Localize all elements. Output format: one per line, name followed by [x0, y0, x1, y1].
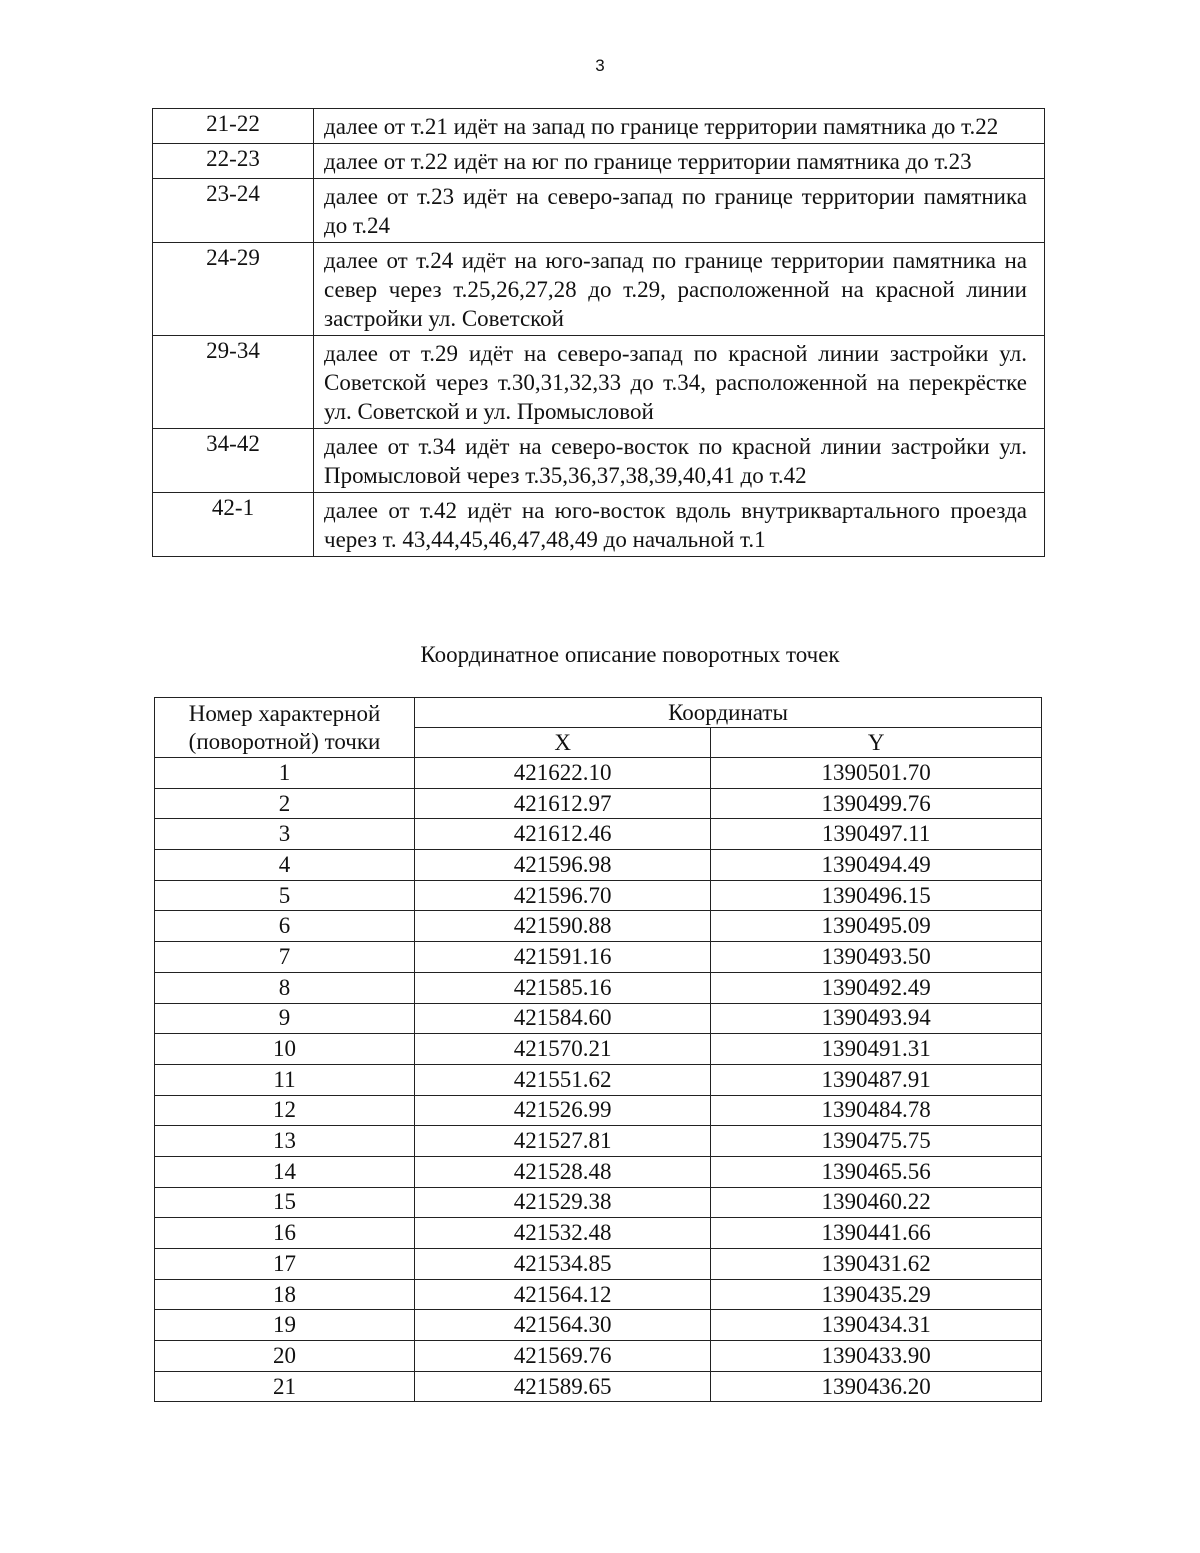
y-coordinate-cell: 1390434.31 — [711, 1310, 1042, 1341]
x-coordinate-cell: 421612.97 — [415, 788, 711, 819]
route-segment-id: 24-29 — [153, 243, 314, 336]
point-number-cell: 9 — [155, 1003, 415, 1034]
x-coordinate-cell: 421564.12 — [415, 1279, 711, 1310]
y-coordinate-cell: 1390491.31 — [711, 1034, 1042, 1065]
point-number-cell: 12 — [155, 1095, 415, 1126]
route-segment-row — [153, 429, 1045, 493]
point-number-cell: 10 — [155, 1034, 415, 1065]
header-row-1 — [155, 698, 1042, 728]
x-coordinate-cell: 421529.38 — [415, 1187, 711, 1218]
x-coordinate-cell: 421612.46 — [415, 819, 711, 850]
route-segments-table — [152, 108, 1045, 557]
y-coordinate-cell: 1390435.29 — [711, 1279, 1042, 1310]
y-coordinate-cell: 1390436.20 — [711, 1371, 1042, 1402]
point-number-cell: 6 — [155, 911, 415, 942]
y-coordinate-cell: 1390484.78 — [711, 1095, 1042, 1126]
x-coordinate-cell: 421564.30 — [415, 1310, 711, 1341]
point-number-cell: 4 — [155, 850, 415, 881]
route-segment-description: далее от т.21 идёт на запад по границе территории памятника до т.22 — [314, 109, 1045, 144]
x-coordinate-cell: 421528.48 — [415, 1156, 711, 1187]
coord-table-caption: Координатное описание поворотных точек — [420, 642, 840, 667]
coordinate-row — [155, 1034, 1042, 1065]
header-point-number: Номер характерной (поворотной) точки — [155, 698, 415, 758]
route-segment-id: 23-24 — [153, 179, 314, 243]
x-coordinate-cell: 421584.60 — [415, 1003, 711, 1034]
coordinate-row — [155, 819, 1042, 850]
coordinate-row — [155, 1003, 1042, 1034]
coordinates-table-body — [155, 758, 1042, 1402]
route-segment-description: далее от т.42 идёт на юго-восток вдоль внутриквартального проезда через т. 43,44,45,46,47,48,49 до начальной т.1 — [314, 493, 1045, 557]
point-number-cell: 20 — [155, 1341, 415, 1372]
point-number-cell: 1 — [155, 758, 415, 789]
y-coordinate-cell: 1390493.50 — [711, 942, 1042, 973]
point-number-cell: 21 — [155, 1371, 415, 1402]
y-coordinate-cell: 1390495.09 — [711, 911, 1042, 942]
coordinate-row — [155, 972, 1042, 1003]
route-segment-description: далее от т.29 идёт на северо-запад по красной линии застройки ул. Советской через т.30,31,32,33 до т.34, расположенной на перекрёстке ул. Советской и ул. Промысловой — [314, 336, 1045, 429]
coordinates-table — [154, 697, 1042, 1402]
x-coordinate-cell: 421590.88 — [415, 911, 711, 942]
point-number-cell: 3 — [155, 819, 415, 850]
point-number-cell: 11 — [155, 1064, 415, 1095]
y-coordinate-cell: 1390441.66 — [711, 1218, 1042, 1249]
coordinate-row — [155, 1126, 1042, 1157]
point-number-cell: 17 — [155, 1249, 415, 1280]
x-coordinate-cell: 421622.10 — [415, 758, 711, 789]
coordinate-row — [155, 1095, 1042, 1126]
y-coordinate-cell: 1390496.15 — [711, 880, 1042, 911]
coordinate-row — [155, 1279, 1042, 1310]
point-number-cell: 18 — [155, 1279, 415, 1310]
x-coordinate-cell: 421589.65 — [415, 1371, 711, 1402]
route-segment-id: 34-42 — [153, 429, 314, 493]
route-segment-id: 21-22 — [153, 109, 314, 144]
y-coordinate-cell: 1390487.91 — [711, 1064, 1042, 1095]
route-segment-id: 29-34 — [153, 336, 314, 429]
coordinate-row — [155, 1310, 1042, 1341]
point-number-cell: 16 — [155, 1218, 415, 1249]
y-coordinate-cell: 1390465.56 — [711, 1156, 1042, 1187]
coordinate-row — [155, 942, 1042, 973]
point-number-cell: 14 — [155, 1156, 415, 1187]
route-segment-id: 22-23 — [153, 144, 314, 179]
y-coordinate-cell: 1390494.49 — [711, 850, 1042, 881]
x-coordinate-cell: 421527.81 — [415, 1126, 711, 1157]
coordinate-row — [155, 1064, 1042, 1095]
coordinate-row — [155, 1156, 1042, 1187]
route-segment-description: далее от т.23 идёт на северо-запад по границе территории памятника до т.24 — [314, 179, 1045, 243]
route-segment-row — [153, 179, 1045, 243]
y-coordinate-cell: 1390497.11 — [711, 819, 1042, 850]
x-coordinate-cell: 421532.48 — [415, 1218, 711, 1249]
point-number-cell: 15 — [155, 1187, 415, 1218]
coordinate-row — [155, 1371, 1042, 1402]
y-coordinate-cell: 1390433.90 — [711, 1341, 1042, 1372]
x-coordinate-cell: 421591.16 — [415, 942, 711, 973]
route-segment-row — [153, 493, 1045, 557]
y-coordinate-cell: 1390493.94 — [711, 1003, 1042, 1034]
coordinate-row — [155, 758, 1042, 789]
route-segment-row — [153, 243, 1045, 336]
page-number: 3 — [595, 56, 605, 75]
point-number-cell: 13 — [155, 1126, 415, 1157]
coordinate-row — [155, 788, 1042, 819]
route-segment-row — [153, 109, 1045, 144]
route-segment-description: далее от т.24 идёт на юго-запад по границе территории памятника на север через т.25,26,27,28 до т.29, расположенной на красной линии застройки ул. Советской — [314, 243, 1045, 336]
y-coordinate-cell: 1390499.76 — [711, 788, 1042, 819]
point-number-cell: 2 — [155, 788, 415, 819]
x-coordinate-cell: 421596.98 — [415, 850, 711, 881]
coordinate-row — [155, 1187, 1042, 1218]
header-y: Y — [711, 728, 1042, 758]
route-segment-description: далее от т.34 идёт на северо-восток по красной линии застройки ул. Промысловой через т.35,36,37,38,39,40,41 до т.42 — [314, 429, 1045, 493]
x-coordinate-cell: 421551.62 — [415, 1064, 711, 1095]
y-coordinate-cell: 1390460.22 — [711, 1187, 1042, 1218]
coordinate-row — [155, 1341, 1042, 1372]
y-coordinate-cell: 1390501.70 — [711, 758, 1042, 789]
x-coordinate-cell: 421526.99 — [415, 1095, 711, 1126]
coordinates-table-header — [155, 698, 1042, 758]
y-coordinate-cell: 1390475.75 — [711, 1126, 1042, 1157]
coordinate-row — [155, 911, 1042, 942]
point-number-cell: 7 — [155, 942, 415, 973]
route-segment-id: 42-1 — [153, 493, 314, 557]
point-number-cell: 5 — [155, 880, 415, 911]
x-coordinate-cell: 421570.21 — [415, 1034, 711, 1065]
coordinate-row — [155, 850, 1042, 881]
x-coordinate-cell: 421596.70 — [415, 880, 711, 911]
route-segment-row — [153, 144, 1045, 179]
point-number-cell: 8 — [155, 972, 415, 1003]
y-coordinate-cell: 1390431.62 — [711, 1249, 1042, 1280]
coordinate-row — [155, 880, 1042, 911]
route-segments-body — [153, 109, 1045, 557]
header-x: X — [415, 728, 711, 758]
x-coordinate-cell: 421569.76 — [415, 1341, 711, 1372]
x-coordinate-cell: 421585.16 — [415, 972, 711, 1003]
coordinate-row — [155, 1249, 1042, 1280]
coordinate-row — [155, 1218, 1042, 1249]
y-coordinate-cell: 1390492.49 — [711, 972, 1042, 1003]
route-segment-row — [153, 336, 1045, 429]
route-segment-description: далее от т.22 идёт на юг по границе территории памятника до т.23 — [314, 144, 1045, 179]
header-coordinates: Координаты — [415, 698, 1042, 728]
point-number-cell: 19 — [155, 1310, 415, 1341]
x-coordinate-cell: 421534.85 — [415, 1249, 711, 1280]
